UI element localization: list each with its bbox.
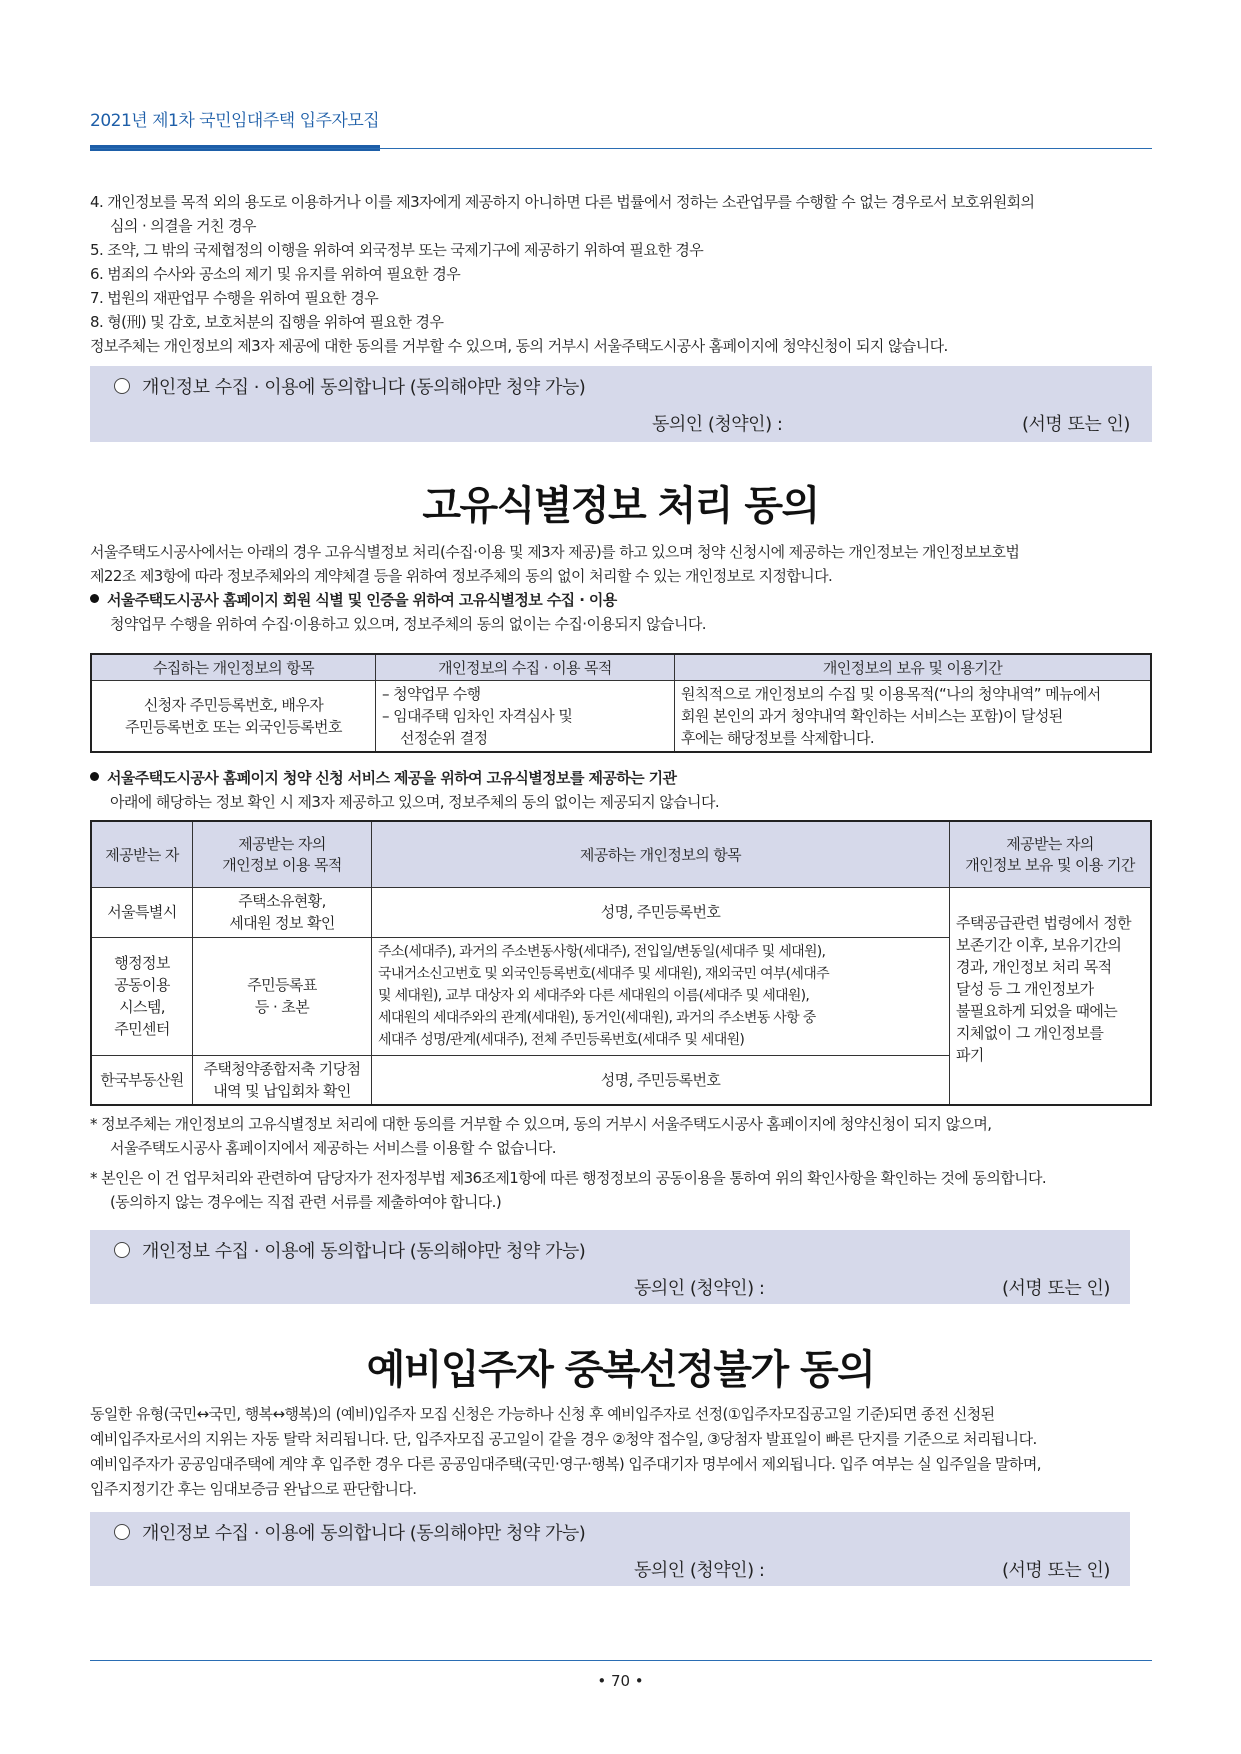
cell-line: 불필요하게 되었을 때에는: [956, 1001, 1118, 1020]
note-line: * 본인은 이 건 업무처리와 관련하여 담당자가 전자정부법 제36조제1항에 따른 행정정보의 공동이용을 통하여 위의 확인사항을 확인하는 것에 동의합니다.: [90, 1169, 1047, 1187]
table-cell: 서울특별시: [91, 887, 193, 937]
cell-line: 주민등록번호 또는 외국인등록번호: [125, 717, 342, 736]
consent-checkbox-icon[interactable]: [114, 1242, 130, 1258]
bullet-title-text: 서울주택도시공사 홈페이지 청약 신청 서비스 제공을 위하여 고유식별정보를 제공하는 기관: [107, 769, 677, 787]
cell-line: – 청약업무 수행: [382, 684, 481, 703]
consent-checkbox-icon[interactable]: [114, 1524, 130, 1540]
list-item: 4. 개인정보를 목적 외의 용도로 이용하거나 이를 제3자에게 제공하지 아니하면 다른 법률에서 정하는 소관업무를 수행할 수 없는 경우로서 보호위원회의: [90, 193, 1035, 211]
cell-line: 지체없이 그 개인정보를: [956, 1023, 1104, 1042]
list-item: 5. 조약, 그 밖의 국제협정의 이행을 위하여 외국정부 또는 국제기구에 제공하기 위하여 필요한 경우: [90, 241, 704, 259]
intro-list: [90, 190, 1152, 358]
cell-line: 주택소유현황,: [238, 892, 326, 910]
bullet-title: [90, 766, 1152, 790]
sign-label[interactable]: (서명 또는 인): [1002, 1560, 1110, 1581]
cell-line: 세대원의 세대주와의 관계(세대원), 동거인(세대원), 과거의 주소변동 사항 중: [378, 1010, 816, 1026]
note-line: 서울주택도시공사 홈페이지에서 제공하는 서비스를 이용할 수 없습니다.: [110, 1139, 556, 1157]
consent-box-1: [90, 366, 1152, 442]
consent-box-3: [90, 1512, 1130, 1586]
signer-label: 동의인 (청약인) :: [652, 414, 783, 435]
cell-line: 주민센터: [114, 1020, 170, 1038]
bullet-icon: [90, 772, 99, 781]
consent-box-2: [90, 1230, 1130, 1304]
table-cell: [193, 1055, 372, 1105]
list-item: 심의 · 의결을 거친 경우: [110, 217, 256, 235]
table-cell: [950, 887, 1152, 1105]
section1-notes: [90, 1112, 1152, 1214]
table-header: 수집하는 개인정보의 항목: [91, 654, 376, 680]
consent-agree-label: 개인정보 수집 · 이용에 동의합니다 (동의해야만 청약 가능): [142, 1241, 586, 1262]
provision-table: [90, 820, 1152, 1106]
cell-line: 보존기간 이후, 보유기간의: [956, 935, 1122, 954]
table-header: 제공하는 개인정보의 항목: [372, 821, 950, 887]
list-item: 8. 형(刑) 및 감호, 보호처분의 집행을 위하여 필요한 경우: [90, 313, 444, 331]
table-cell: [193, 887, 372, 937]
collection-table: [90, 653, 1152, 753]
section2-text: [90, 1402, 1152, 1502]
consent-agree-label: 개인정보 수집 · 이용에 동의합니다 (동의해야만 청약 가능): [142, 1523, 586, 1544]
header-line: 제공받는 자의: [238, 835, 326, 854]
bullet-title: [90, 588, 1152, 612]
list-item: 정보주체는 개인정보의 제3자 제공에 대한 동의를 거부할 수 있으며, 동의 거부시 서울주택도시공사 홈페이지에 청약신청이 되지 않습니다.: [90, 337, 948, 355]
section1-intro: [90, 540, 1152, 636]
signer-label: 동의인 (청약인) :: [634, 1560, 765, 1581]
cell-line: 주민등록표: [247, 976, 317, 994]
table-header: 개인정보의 보유 및 이용기간: [675, 654, 1152, 680]
consent-agree-row[interactable]: [114, 373, 585, 399]
signer-label: 동의인 (청약인) :: [634, 1278, 765, 1299]
cell-line: 원칙적으로 개인정보의 수집 및 이용목적(“나의 청약내역” 메뉴에서: [681, 684, 1101, 703]
table-header: 개인정보의 수집 · 이용 목적: [376, 654, 675, 680]
table-cell: [376, 680, 675, 752]
list-item: 7. 법원의 재판업무 수행을 위하여 필요한 경우: [90, 289, 379, 307]
consent-checkbox-icon[interactable]: [114, 378, 130, 394]
paragraph-line: 예비입주자로서의 지위는 자동 탈락 처리됩니다. 단, 입주자모집 공고일이 같을 경우 ②청약 접수일, ③당첨자 발표일이 빠른 단지를 기준으로 처리됩니다.: [90, 1430, 1037, 1448]
section1-bullet2: [90, 766, 1152, 814]
paragraph-line: 입주지정기간 후는 임대보증금 완납으로 판단합니다.: [90, 1480, 417, 1498]
bullet-text: 청약업무 수행을 위하여 수집·이용하고 있으며, 정보주체의 동의 없이는 수집·이용되지 않습니다.: [110, 615, 706, 633]
table-header: 제공받는 자: [91, 821, 193, 887]
header-line: 제공받는 자의: [1006, 835, 1094, 854]
table-row: [91, 680, 1151, 752]
table-cell: [372, 937, 950, 1055]
cell-line: 내역 및 납입회차 확인: [213, 1081, 351, 1100]
bullet-text: 아래에 해당하는 정보 확인 시 제3자 제공하고 있으며, 정보주체의 동의 없이는 제공되지 않습니다.: [110, 793, 720, 811]
cell-line: 세대주 성명/관계(세대주), 전체 주민등록번호(세대주 및 세대원): [378, 1032, 745, 1048]
consent-agree-row[interactable]: [114, 1237, 585, 1263]
cell-line: 행정정보: [114, 954, 170, 972]
table-cell: [91, 680, 376, 752]
cell-line: 등 · 초본: [254, 998, 310, 1016]
cell-line: 달성 등 그 개인정보가: [956, 979, 1094, 998]
cell-line: 주택공급관련 법령에서 정한: [956, 913, 1132, 932]
consent-agree-label: 개인정보 수집 · 이용에 동의합니다 (동의해야만 청약 가능): [142, 377, 586, 398]
table-cell: 성명, 주민등록번호: [372, 1055, 950, 1105]
section-title-duplicate: 예비입주자 중복선정불가 동의: [366, 1347, 875, 1393]
table-header: [950, 821, 1152, 887]
table-cell: [675, 680, 1152, 752]
paragraph-line: 예비입주자가 공공임대주택에 계약 후 입주한 경우 다른 공공임대주택(국민·영구·행복) 입주대기자 명부에서 제외됩니다. 입주 여부는 실 입주일을 말하며,: [90, 1455, 1041, 1473]
consent-agree-row[interactable]: [114, 1519, 585, 1545]
table-row: [91, 887, 1151, 937]
bullet-title-text: 서울주택도시공사 홈페이지 회원 식별 및 인증을 위하여 고유식별정보 수집 · 이용: [107, 591, 617, 609]
cell-line: 경과, 개인정보 처리 목적: [956, 957, 1112, 976]
cell-line: 국내거소신고번호 및 외국인등록번호(세대주 및 세대원), 재외국민 여부(세대주: [378, 966, 829, 982]
page-header-title: 2021년 제1차 국민임대주택 입주자모집: [90, 111, 380, 131]
paragraph-line: 서울주택도시공사에서는 아래의 경우 고유식별정보 처리(수집·이용 및 제3자 제공)를 하고 있으며 청약 신청시에 제공하는 개인정보는 개인정보보호법: [90, 543, 1020, 561]
note-line: (동의하지 않는 경우에는 직접 관련 서류를 제출하여야 합니다.): [110, 1193, 502, 1211]
table-cell: 한국부동산원: [91, 1055, 193, 1105]
cell-line: 및 세대원), 교부 대상자 외 세대주와 다른 세대원의 이름(세대주 및 세대원),: [378, 988, 810, 1004]
header-line: 개인정보 보유 및 이용 기간: [965, 856, 1135, 875]
cell-line: 시스템,: [119, 998, 165, 1016]
cell-line: 파기: [956, 1045, 984, 1064]
paragraph-line: 동일한 유형(국민↔국민, 행복↔행복)의 (예비)입주자 모집 신청은 가능하나 신청 후 예비입주자로 선정(①입주자모집공고일 기준)되면 종전 신청된: [90, 1405, 995, 1423]
cell-line: 선정순위 결정: [400, 728, 488, 747]
cell-line: 신청자 주민등록번호, 배우자: [143, 695, 324, 714]
cell-line: 주택청약종합저축 기당첨: [203, 1059, 361, 1078]
cell-line: – 임대주택 임차인 자격심사 및: [382, 706, 573, 725]
section-title-unique-id: 고유식별정보 처리 동의: [422, 483, 819, 529]
table-header: [193, 821, 372, 887]
note-line: * 정보주체는 개인정보의 고유식별정보 처리에 대한 동의를 거부할 수 있으며, 동의 거부시 서울주택도시공사 홈페이지에 청약신청이 되지 않으며,: [90, 1115, 992, 1133]
footer-line: [90, 1660, 1152, 1661]
table-cell: [91, 937, 193, 1055]
cell-line: 세대원 정보 확인: [229, 914, 335, 932]
cell-line: 회원 본인의 과거 청약내역 확인하는 서비스는 포함)이 달성된: [681, 706, 1063, 725]
list-item: 6. 범죄의 수사와 공소의 제기 및 유지를 위하여 필요한 경우: [90, 265, 461, 283]
header-line: [90, 148, 1152, 149]
header-line: 개인정보 이용 목적: [222, 856, 342, 875]
cell-line: 후에는 해당정보를 삭제합니다.: [681, 728, 875, 747]
sign-label[interactable]: (서명 또는 인): [1002, 1278, 1110, 1299]
bullet-icon: [90, 594, 99, 603]
sign-label[interactable]: (서명 또는 인): [1022, 414, 1130, 435]
paragraph-line: 제22조 제3항에 따라 정보주체와의 계약체결 등을 위하여 정보주체의 동의 없이 처리할 수 있는 개인정보로 지정합니다.: [90, 567, 833, 585]
cell-line: 주소(세대주), 과거의 주소변동사항(세대주), 전입일/변동일(세대주 및 세대원),: [378, 944, 826, 960]
cell-line: 공동이용: [114, 976, 170, 994]
table-cell: [193, 937, 372, 1055]
page-number: • 70 •: [597, 1672, 644, 1690]
table-cell: 성명, 주민등록번호: [372, 887, 950, 937]
